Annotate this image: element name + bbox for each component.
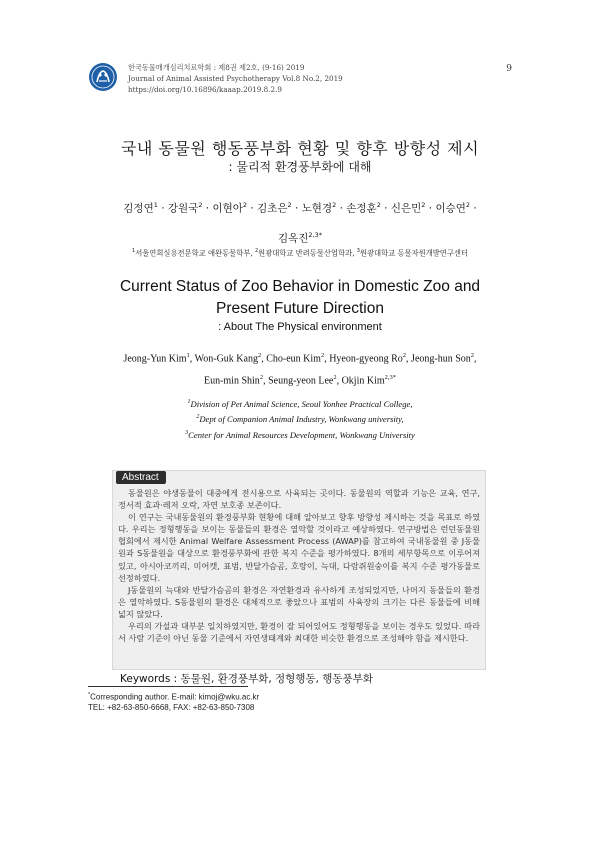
affiliations-english [0, 396, 600, 442]
author-affiliation-mark: 2 [242, 201, 248, 209]
author-name: Seung-yeon Lee [268, 375, 334, 387]
affiliation-mark: 3 [356, 248, 360, 254]
author-name: 이현아 [212, 202, 243, 215]
author-affiliation-mark: 2 [257, 352, 262, 359]
corresponding-author: Corresponding author. E-mail: kimoj@wku.ac.kr [90, 692, 260, 702]
author-affiliation-mark: 2 [376, 201, 381, 209]
affiliation-mark: 1 [187, 399, 191, 405]
keywords [120, 671, 373, 686]
subtitle-english: : About The Physical environment [218, 321, 382, 333]
affiliation-mark: 2 [196, 414, 200, 421]
affiliation-mark: 1 [132, 248, 136, 254]
author-affiliation-mark: 2 [320, 352, 325, 359]
footnote-divider [88, 686, 248, 687]
affiliation-mark: 2 [254, 248, 259, 254]
abstract-paragraph: 우리의 가설과 대부분 일치하였지만, 환경이 잘 되어있어도 정형행동을 보이는 경우도 있었다. 따라서 사람 기준이 아닌 동물 기준에서 자연생태계와 최대한 비슷한 환경으로 조성해야 함을 제시한다. [118, 621, 480, 644]
footnote [88, 690, 259, 714]
author-affiliation-mark: 2,3* [384, 374, 397, 382]
author-list-korean: 김정연$^1$ · 강원국$^2$ · 이현아$^2$ · 김초은$^2$ · 노현경$^2$ · 손정훈$^2$ · 신은민$^2$ · 이승연$^2$ · 김옥진$^{2,3*}$ [123, 201, 477, 244]
affiliation-text: 원광대학교 반려동물산업학과, [258, 248, 357, 258]
author-name: 신은민 [390, 202, 422, 215]
affiliations-korean [0, 248, 600, 258]
abstract-paragraph: J동물원의 늑대와 반달가슴곰의 환경은 자연환경과 유사하게 조성되었지만, 나머지 동물들의 환경은 열악하였다. S동물원의 환경은 대체적으로 좋았으나 표범의 사육장의 크기는 다른 동물들에 비해 넓지 않았다. [118, 584, 480, 619]
author-name: Okjin Kim [341, 375, 385, 387]
abstract-body [118, 487, 480, 644]
doi-link[interactable]: https://doi.org/10.16896/kaaap.2019.8.2.9 [128, 85, 282, 94]
author-affiliation-mark: 2 [470, 352, 475, 359]
author-affiliation-mark: 2 [332, 201, 337, 209]
abstract-paragraph: 이 연구는 국내동물원의 환경풍부화 현황에 대해 알아보고 향후 방향성 제시하는 것을 목표로 하였다. 우리는 정형행동을 보이는 동물들의 환경은 열악할 것이라고 예상하였다. 연구방법은 런던동물원 협회에서 제시한 Animal Welfare Assessment Process (AWAP)를 참고하여 국내동물원 중 J동물원과 S동물원을 대상으로 환경풍부화에 관한 복지 수준을 평가하였다. 8개의 세부항목으로 이루어져 있고, 아시아코끼리, 미어캣, 표범, 반달가슴곰, 호랑이, 늑대, 다람쥐원숭이를 복지 수준 평가동물로 선정하였다. [118, 512, 480, 583]
footnote-mark: * [88, 692, 91, 698]
author-name: 김정연 [123, 202, 154, 215]
author-name: 손정훈 [346, 202, 377, 215]
page-number: 9 [506, 64, 512, 74]
author-affiliation-mark: 2 [287, 201, 292, 209]
journal-header [128, 62, 343, 95]
author-name: Cho-eun Kim [266, 353, 321, 365]
title-english-line2: Present Future Direction [216, 300, 384, 317]
author-affiliation-mark: 2 [333, 374, 337, 382]
contact-phone-fax: TEL: +82-63-850-6668, FAX: +82-63-850-7308 [88, 703, 255, 713]
affiliation-text: 원광대학교 동물자원개발연구센터 [359, 248, 468, 258]
author-affiliation-mark: 2 [402, 352, 407, 359]
title-english-line1: Current Status of Zoo Behavior in Domestic Zoo and [119, 278, 481, 295]
society-name: 한국동물매개심리치료학회 : 제8권 제2호, (9-16) 2019 [128, 63, 305, 72]
author-affiliation-mark: 2 [421, 201, 426, 209]
affiliation-text: Division of Pet Animal Science, Seoul Yonhee Practical College, [190, 398, 413, 409]
journal-name: Journal of Animal Assisted Psychotherapy Vol.8 No.2, 2019 [128, 74, 343, 83]
society-logo-icon [88, 62, 118, 92]
keywords-label: Keywords : [120, 673, 181, 685]
author-name: 이승연 [435, 202, 466, 215]
abstract-label: Abstract [116, 471, 166, 484]
author-name: Jeong-hun Son [411, 353, 471, 365]
author-affiliation-mark: 2 [259, 374, 264, 382]
affiliation-line [0, 411, 600, 426]
author-affiliation-mark: 2 [465, 201, 471, 209]
affiliation-line [0, 396, 600, 411]
author-name: 김옥진 [277, 232, 309, 244]
author-affiliation-mark: 2,3* [308, 230, 323, 239]
title-korean: 국내 동물원 행동풍부화 현황 및 향후 방향성 제시 [120, 139, 480, 158]
affiliation-text: Dept of Companion Animal Industry, Wonkwang university, [199, 414, 404, 425]
affiliation-text: 서울연희실용전문학교 애완동물학부, [135, 248, 255, 258]
keywords-text: 동물원, 환경풍부화, 정형행동, 행동풍부화 [180, 673, 373, 685]
author-affiliation-mark: 1 [186, 352, 190, 359]
author-affiliation-mark: 2 [198, 201, 203, 209]
author-affiliation-mark: 1 [153, 201, 158, 209]
author-name: Hyeon-gyeong Ro [329, 353, 403, 365]
subtitle-korean: : 물리적 환경풍부화에 대해 [228, 160, 372, 174]
affiliation-mark: 3 [185, 429, 189, 436]
author-list-english: Jeong-Yun Kim$^1$, Won-Guk Kang$^2$, Cho-eun Kim$^2$, Hyeon-gyeong Ro$^2$, Jeong-hun Son$^2$, Eun-min Shin$^2$, Seung-yeon Lee$^2$, Okjin Kim$^{2,3*}$ [123, 352, 477, 387]
author-name: 김초은 [257, 202, 288, 215]
author-name: Jeong-Yun Kim [123, 353, 187, 365]
affiliation-text: Center for Animal Resources Development, Wonkwang University [188, 429, 415, 440]
title-english [0, 276, 600, 320]
author-name: Eun-min Shin [203, 375, 260, 387]
author-name: 노현경 [301, 202, 333, 215]
author-name: Won-Guk Kang [194, 353, 258, 365]
affiliation-line [0, 427, 600, 442]
author-name: 강원국 [167, 202, 199, 215]
abstract-paragraph: 동물원은 야생동물이 대중에게 전시용으로 사육되는 곳이다. 동물원의 역할과 기능은 교육, 연구, 정서적 효과·레저 오락, 자연 보호종 보존이다. [118, 488, 480, 511]
